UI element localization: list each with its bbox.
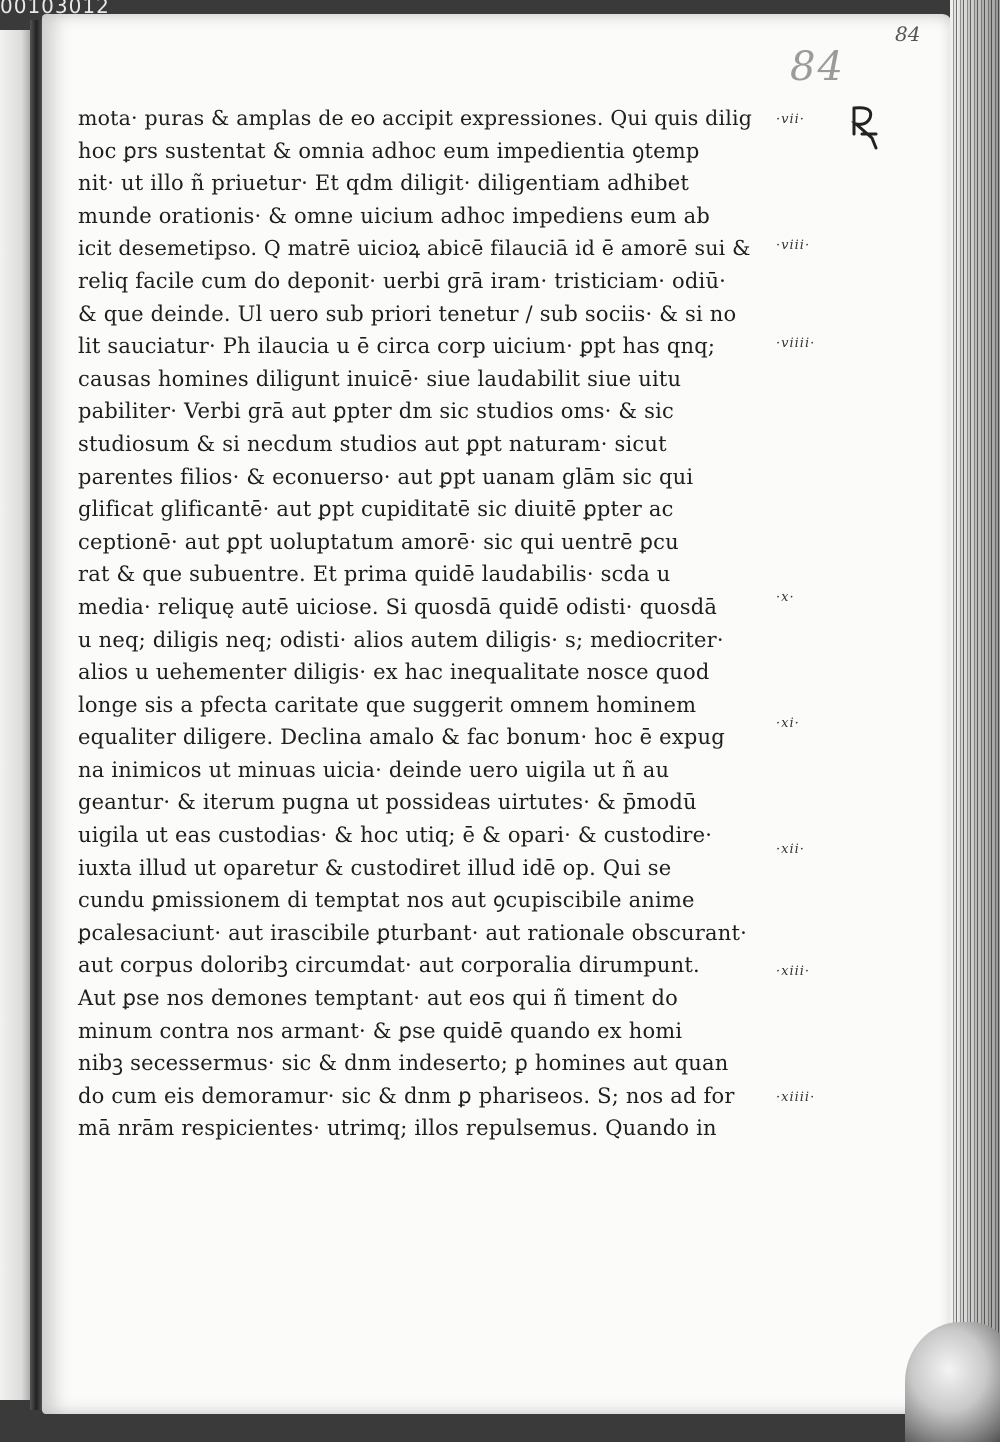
pencil-folio-number: 84 xyxy=(790,44,845,90)
text-line: mota· puras & amplas de eo accipit expressiones. Qui quis dilig xyxy=(78,106,753,130)
text-line: rat & que subuentre. Et prima quidē laudabilis· scda u xyxy=(78,562,671,587)
text-line: Aut ꝑse nos demones temptant· aut eos qui ñ timent do xyxy=(78,986,679,1011)
text-line: minum contra nos armant· & ꝑse quidē quando ex homi xyxy=(78,1018,683,1043)
text-line: uigila ut eas custodias· & hoc utiq; ē & opari· & custodire· xyxy=(78,823,713,848)
text-line: cundu ꝑmissionem di temptat nos aut ꝯcupiscibile anime xyxy=(78,888,695,913)
text-line: geantur· & iterum pugna ut possideas uirtutes· & p̄modū xyxy=(78,790,697,815)
scan-id-label: 00103012 xyxy=(0,0,110,18)
text-line: aut corpus doloribꝫ circumdat· aut corporalia dirumpunt. xyxy=(78,953,700,978)
margin-chapter-number: ·xiii· xyxy=(776,964,811,979)
margin-chapter-number: ·viiii· xyxy=(776,336,816,351)
text-line: equaliter diligere. Declina amalo & fac bonum· hoc ē expug xyxy=(78,725,725,750)
text-line: ꝑcalesaciunt· aut irascibile ꝑturbant· aut rationale obscurant· xyxy=(78,920,747,945)
text-line: hoc ꝑrs sustentat & omnia adhoc eum impedientia ꝯtemp xyxy=(78,138,700,163)
margin-chapter-number: ·xiiii· xyxy=(776,1090,816,1105)
text-line: ceptionē· aut ꝑpt uoluptatum amorē· sic qui uentrē ꝑcu xyxy=(78,529,679,554)
text-line: longe sis a pfecta caritate que suggerit omnem hominem xyxy=(78,692,697,717)
paragraph-mark-icon xyxy=(848,104,880,152)
text-line: nit· ut illo ñ priuetur· Et qdm diligit· diligentiam adhibet xyxy=(78,171,690,196)
page-edge-shadow xyxy=(958,0,1000,1425)
text-line: glificat glificantē· aut ꝑpt cupiditatē sic diuitē ꝑpter ac xyxy=(78,497,674,522)
text-line: causas homines diligunt inuicē· siue laudabilit siue uitu xyxy=(78,366,682,391)
text-line: parentes filios· & econuerso· aut ꝑpt uanam glām sic qui xyxy=(78,464,694,489)
text-line: iuxta illud ut oparetur & custodiret illud idē op. Qui se xyxy=(78,855,672,880)
margin-chapter-number: ·xi· xyxy=(776,716,800,731)
text-line: pabiliter· Verbi grā aut ꝑpter dm sic studios oms· & sic xyxy=(78,399,675,424)
margin-chapter-number: ·xii· xyxy=(776,842,805,857)
manuscript-text-block xyxy=(78,102,758,1145)
margin-chapter-number: ·x· xyxy=(776,590,795,605)
text-line: alios u uehementer diligis· ex hac inequalitate nosce quod xyxy=(78,660,710,685)
text-line: media· reliquę autē uiciose. Si quosdā quidē odisti· quosdā xyxy=(78,594,718,619)
text-line: icit desemetipso. Q matrē uicioꝝ abicē filauciā id ē amorē sui & xyxy=(78,236,751,261)
text-line: & que deinde. Ul uero sub priori tenetur / sub sociis· & si no xyxy=(78,301,737,326)
text-line: na inimicos ut minuas uicia· deinde uero uigila ut ñ au xyxy=(78,757,670,782)
text-line: reliq facile cum do deponit· uerbi grā iram· tristiciam· odiū· xyxy=(78,268,727,293)
margin-chapter-number: ·viii· xyxy=(776,238,811,253)
text-line: mā nrām respicientes· utrimq; illos repulsemus. Quando in xyxy=(78,1116,717,1141)
text-line: do cum eis demoramur· sic & dnm ꝑ phariseos. S; nos ad for xyxy=(78,1083,735,1108)
text-line: munde orationis· & omne uicium adhoc impediens eum ab xyxy=(78,203,710,228)
folio-number: 84 xyxy=(895,22,921,46)
text-line: nibꝫ secessermus· sic & dnm indeserto; ꝑ homines aut quan xyxy=(78,1051,729,1076)
text-line: studiosum & si necdum studios aut ꝑpt naturam· sicut xyxy=(78,431,667,456)
text-line: u neq; diligis neq; odisti· alios autem diligis· s; mediocriter· xyxy=(78,627,724,652)
text-line: lit sauciatur· Ph ilaucia u ē circa corp uicium· ꝑpt has qnq; xyxy=(78,334,716,359)
holding-thumb xyxy=(905,1322,1000,1442)
margin-chapter-number: ·vii· xyxy=(776,112,805,127)
